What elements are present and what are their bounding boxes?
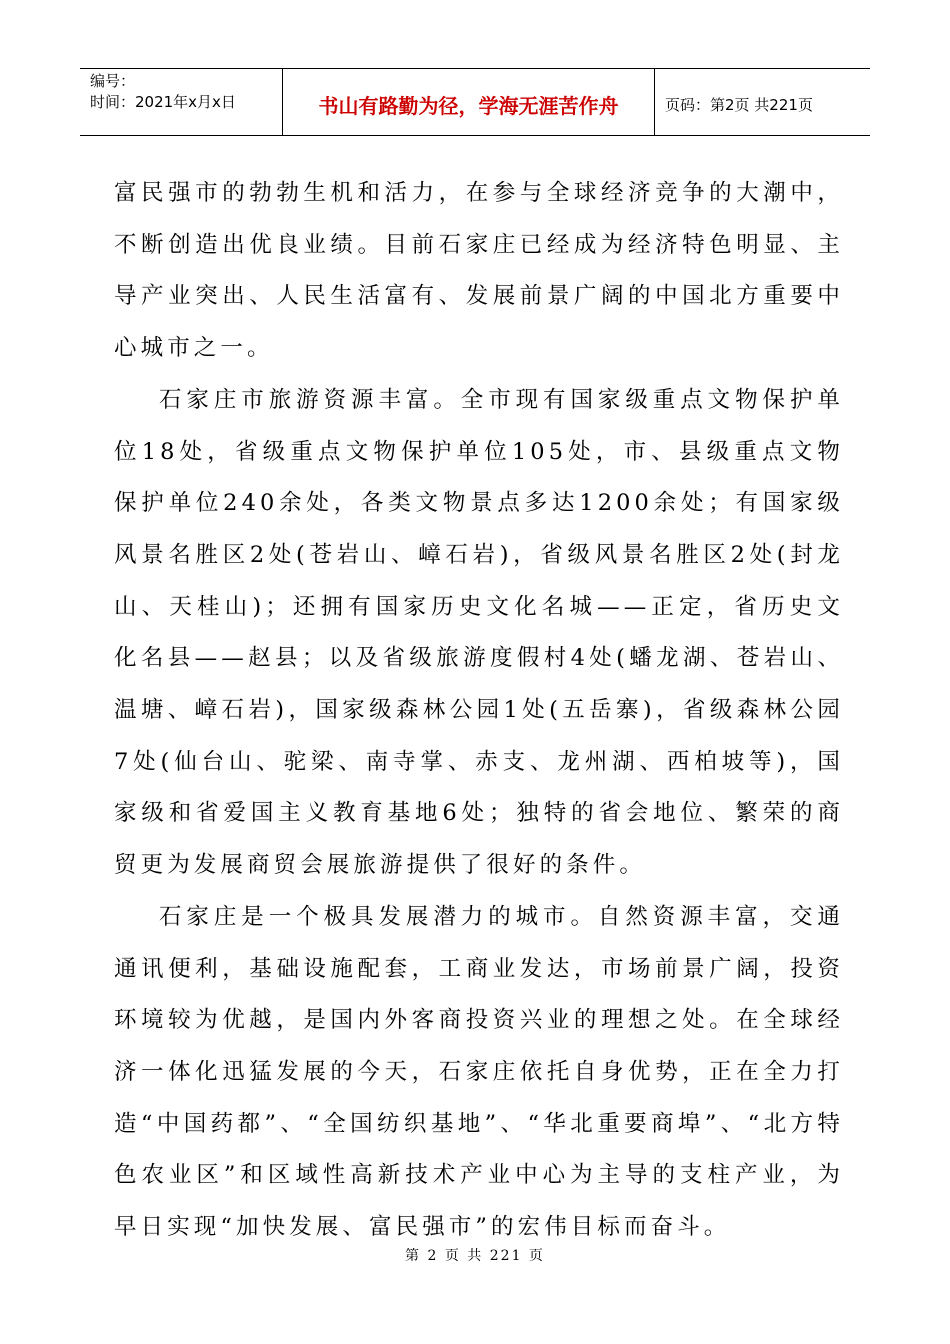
page-footer: 第 2 页 共 221 页 (405, 1248, 545, 1264)
document-number: 编号： (90, 72, 136, 90)
header-page-info: 页码：第2页 共221页 (665, 95, 813, 114)
document-date: 时间：2021年x月x日 (90, 93, 236, 111)
document-body (114, 168, 844, 1254)
paragraph-continuation: 富民强市的勃勃生机和活力，在参与全球经济竞争的大潮中，不断创造出优良业绩。目前石家庄已经成为经济特色明显、主导产业突出、人民生活富有、发展前景广阔的中国北方重要中心城市之一。 (114, 180, 844, 362)
paragraph-tourism: 石家庄市旅游资源丰富。全市现有国家级重点文物保护单位18处，省级重点文物保护单位105处，市、县级重点文物保护单位240余处，各类文物景点多达1200余处；有国家级风景名胜区2处(苍岩山、嶂石岩)，省级风景名胜区2处(封龙山、天桂山)；还拥有国家历史文化名城——正定，省历史文化名县——赵县；以及省级旅游度假村4处(蟠龙湖、苍岩山、温塘、嶂石岩)，国家级森林公园1处(五岳寨)，省级森林公园7处(仙台山、驼梁、南寺掌、赤支、龙州湖、西柏坡等)，国家级和省爱国主义教育基地6处；独特的省会地位、繁荣的商贸更为发展商贸会展旅游提供了很好的条件。 (114, 386, 844, 879)
page-header (80, 68, 870, 136)
header-meta (80, 69, 283, 135)
paragraph-development: 石家庄是一个极具发展潜力的城市。自然资源丰富，交通通讯便利，基础设施配套，工商业发达，市场前景广阔，投资环境较为优越，是国内外客商投资兴业的理想之处。在全球经济一体化迅猛发展的今天，石家庄依托自身优势，正在全力打造“中国药都”、“全国纺织基地”、“华北重要商埠”、“北方特色农业区”和区域性高新技术产业中心为主导的支柱产业，为早日实现“加快发展、富民强市”的宏伟目标而奋斗。 (114, 903, 844, 1241)
header-motto: 书山有路勤为径，学海无涯苦作舟 (283, 69, 655, 135)
